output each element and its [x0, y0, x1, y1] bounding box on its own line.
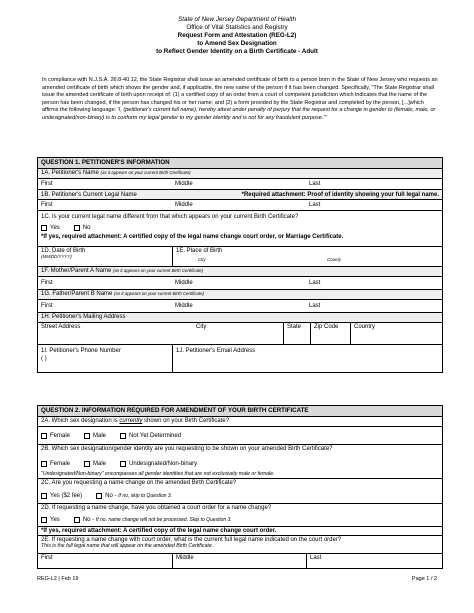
q1e-county: County	[327, 257, 341, 262]
q2a-options	[38, 426, 442, 444]
q1i-field[interactable]	[38, 345, 172, 372]
q2c-no-note: If no, skip to Question 3.	[118, 492, 173, 499]
q1a-first-field[interactable]: First	[41, 181, 53, 187]
q1c-yes-checkbox[interactable]	[41, 225, 47, 231]
q2a-not-determined-label: Not Yet Determined	[129, 432, 182, 439]
q1h-city-field[interactable]: City	[196, 324, 207, 330]
form-header	[0, 16, 474, 56]
intro-paragraph	[42, 77, 440, 123]
q2d-label-row	[38, 503, 442, 513]
q2d-no-checkbox[interactable]	[74, 517, 80, 523]
q2b-label-row	[38, 444, 442, 454]
footer-page-number: Page 1 / 2	[411, 576, 437, 582]
form-subtitle-1: to Amend Sex Designation	[197, 40, 277, 47]
q1g-note: (as it appears on your current Birth Certificate)	[114, 291, 205, 296]
q2d-no-label: No -	[82, 516, 95, 523]
q1h-address-row	[38, 322, 442, 344]
question-1-title: QUESTION 1. PETITIONER'S INFORMATION	[38, 158, 442, 168]
q1a-last-field[interactable]: Last	[309, 181, 321, 187]
q1j-label: 1J. Petitioner's Email Address	[176, 348, 256, 354]
q2c-yes-checkbox[interactable]	[41, 493, 47, 499]
q1i-area-code: ( )	[41, 356, 47, 362]
q1a-label: 1A. Petitioner's Name	[41, 170, 99, 176]
q2e-note: This is the full legal name that will appear on the amended Birth Certificate.	[41, 543, 214, 549]
q1i-label: 1I. Petitioner's Phone Number	[41, 348, 121, 354]
q1a-note: (as it appears on your current Birth Certificate)	[100, 170, 191, 175]
department-name: State of New Jersey Department of Health	[178, 16, 296, 23]
q1d-label: 1D. Date of Birth	[41, 248, 86, 254]
q1g-last-field[interactable]: Last	[309, 303, 321, 309]
q1h-country-field[interactable]: Country	[350, 323, 442, 344]
q2e-label-row	[38, 535, 442, 553]
q1g-first-field[interactable]: First	[41, 303, 53, 309]
q1b-last-field[interactable]: Last	[309, 202, 321, 208]
q2a-label	[38, 417, 442, 425]
q2c-no-label: No -	[105, 492, 117, 499]
q2b-male-checkbox[interactable]	[84, 461, 90, 467]
q2c-label-row	[38, 478, 442, 488]
q1c-no-checkbox[interactable]	[74, 225, 80, 231]
q1f-note: (as it appears on your current Birth Certificate)	[113, 268, 204, 273]
q1c-row	[38, 210, 442, 246]
question-2-title: QUESTION 2. INFORMATION REQUIRED FOR AMENDMENT OF YOUR BIRTH CERTIFICATE	[38, 406, 442, 416]
q2c-options	[38, 488, 442, 503]
q2a-female-label: Female	[50, 432, 71, 439]
q1d-field[interactable]	[38, 247, 172, 266]
q1h-state-field[interactable]: State	[283, 323, 310, 344]
q1e-city: City	[198, 257, 206, 262]
q2d-required-row	[38, 526, 442, 535]
q1e-label: 1E. Place of Birth	[176, 248, 223, 254]
q2d-label: 2D. If requesting a name change, have you obtained a court order for a name change?	[41, 505, 272, 511]
q1f-last-field[interactable]: Last	[309, 280, 321, 286]
q2c-no-checkbox[interactable]	[96, 493, 102, 499]
q2b-male-label: Male	[93, 461, 107, 467]
q1h-zip-field[interactable]: Zip Code	[310, 323, 350, 344]
q1j-field[interactable]	[172, 345, 442, 372]
q1c-no-label: No	[82, 225, 91, 231]
q1a-name-row	[38, 178, 442, 189]
q2c-yes-label: Yes ($2 fee)	[50, 492, 83, 499]
q2b-label: 2B. Which sex designation/gender identity are you requesting to be shown on your amended Birth Certificate?	[41, 446, 333, 452]
office-name: Office of Vital Statistics and Registry	[186, 24, 288, 31]
q2e-middle-field[interactable]: Middle	[172, 554, 306, 568]
q1f-label-row	[38, 266, 442, 276]
q2b-options	[38, 454, 442, 478]
q1h-street-field[interactable]: Street Address	[41, 324, 81, 330]
q1i-q1j-row	[38, 344, 442, 372]
q2b-undesignated-checkbox[interactable]	[120, 461, 126, 467]
q1b-first-field[interactable]: First	[41, 202, 53, 208]
q2a-label-post: shown on your Birth Certificate?	[142, 418, 230, 424]
q1c-label: 1C. Is your current legal name different from that which appears on your current Birth Certificate?	[41, 214, 299, 220]
q2b-female-label: Female	[50, 461, 71, 467]
q2a-male-label: Male	[93, 432, 107, 439]
q2a-label-pre: 2A. Which sex designation is	[41, 418, 120, 424]
q2e-first-field[interactable]: First	[41, 555, 53, 561]
q1b-required-note: *Required attachment: Proof of identity showing your full legal name.	[241, 191, 439, 198]
q1d-format: (MM/DD/YYYY)	[41, 254, 72, 259]
q2b-note: "Undesignated/Non-binary" encompasses all gender identities that are not exclusively male or female.	[41, 471, 275, 477]
q2d-required-note: *If yes, required attachment: A certified copy of the legal name change court order.	[41, 528, 277, 534]
q1b-name-row	[38, 199, 442, 210]
q1a-label-row	[38, 168, 442, 178]
q2d-no-note: If no, name change will not be processed. Skip to Question 3.	[95, 516, 232, 523]
form-title: Request Form and Attestation (REG-L2)	[177, 32, 297, 39]
q2a-female-checkbox[interactable]	[41, 433, 47, 439]
q1a-middle-field[interactable]: Middle	[175, 181, 193, 187]
q2b-undesignated-label: Undesignated/Non-binary	[129, 461, 198, 467]
q1g-label: 1G. Father/Parent B Name	[41, 291, 113, 297]
question-1-section	[37, 157, 443, 373]
q1h-label: 1H. Petitioner's Mailing Address	[41, 314, 126, 320]
q2a-not-determined-checkbox[interactable]	[120, 433, 126, 439]
q1d-q1e-row	[38, 246, 442, 266]
q1g-name-row	[38, 299, 442, 312]
q2d-yes-label: Yes	[50, 516, 60, 523]
q1b-middle-field[interactable]: Middle	[175, 202, 193, 208]
q2a-label-row	[38, 416, 442, 426]
q1e-field[interactable]	[172, 247, 442, 266]
question-2-section	[37, 405, 443, 569]
q2c-label: 2C. Are you requesting a name change on the amended Birth Certificate?	[41, 480, 237, 486]
q2e-name-row	[38, 553, 442, 568]
q1c-options	[38, 221, 442, 232]
q1b-label-row	[38, 189, 442, 199]
form-subtitle-2: to Reflect Gender Identity on a Birth Certificate - Adult	[156, 48, 318, 55]
q1f-first-field[interactable]: First	[41, 280, 53, 286]
q2d-yes-checkbox[interactable]	[41, 517, 47, 523]
q1f-label: 1F. Mother/Parent A Name	[41, 268, 112, 274]
q2a-label-emphasis: currently	[119, 418, 143, 424]
q1f-middle-field[interactable]: Middle	[175, 280, 193, 286]
q1g-label-row	[38, 289, 442, 299]
q1g-middle-field[interactable]: Middle	[175, 303, 193, 309]
q1b-label: 1B. Petitioner's Current Legal Name	[41, 191, 137, 198]
q1h-label-row	[38, 312, 442, 322]
q2a-male-checkbox[interactable]	[84, 433, 90, 439]
q2b-female-checkbox[interactable]	[41, 461, 47, 467]
attestation-quote: 'I, (petitioner's current full name), hereby attest under penalty of perjury that the request for a change in gender to (female, male, or undesignated/non-binary) is to conform my legal gender to my gender identity and is not for any fraudulent purpose.'"	[42, 107, 436, 121]
intro-text: In compliance with N.J.S.A. 26:8-40.12, the State Registrar shall issue an amended certificate of birth to a person born in the State of New Jersey who requests an amended certificate of birth which shows the gender and, if applicable, the new name of the person if it has been changed. Specifically, "The State Registrar shall issue the amended certificate of birth upon receipt of: (1) a certified copy of an order from a court of competent jurisdiction which indicates that the name of the person has been changed, if the person has changed his or her name; and (2) a form provided by the State Registrar and completed by the person, [...]which affirms the following language:	[42, 77, 438, 114]
q1f-name-row	[38, 276, 442, 289]
q2e-label: 2E. If requesting a name change with court order, what is the current full legal name indicated on the court order?	[41, 537, 342, 543]
footer-form-id: REG-L2 | Feb 19	[37, 576, 79, 582]
q1c-yes-label: Yes	[50, 225, 60, 231]
q2e-last-field[interactable]: Last	[306, 554, 442, 568]
q1c-required-note: *If yes, required attachment: A certified copy of the legal name change court order, or Marriage Certificate.	[41, 234, 344, 240]
q2d-options	[38, 513, 442, 526]
